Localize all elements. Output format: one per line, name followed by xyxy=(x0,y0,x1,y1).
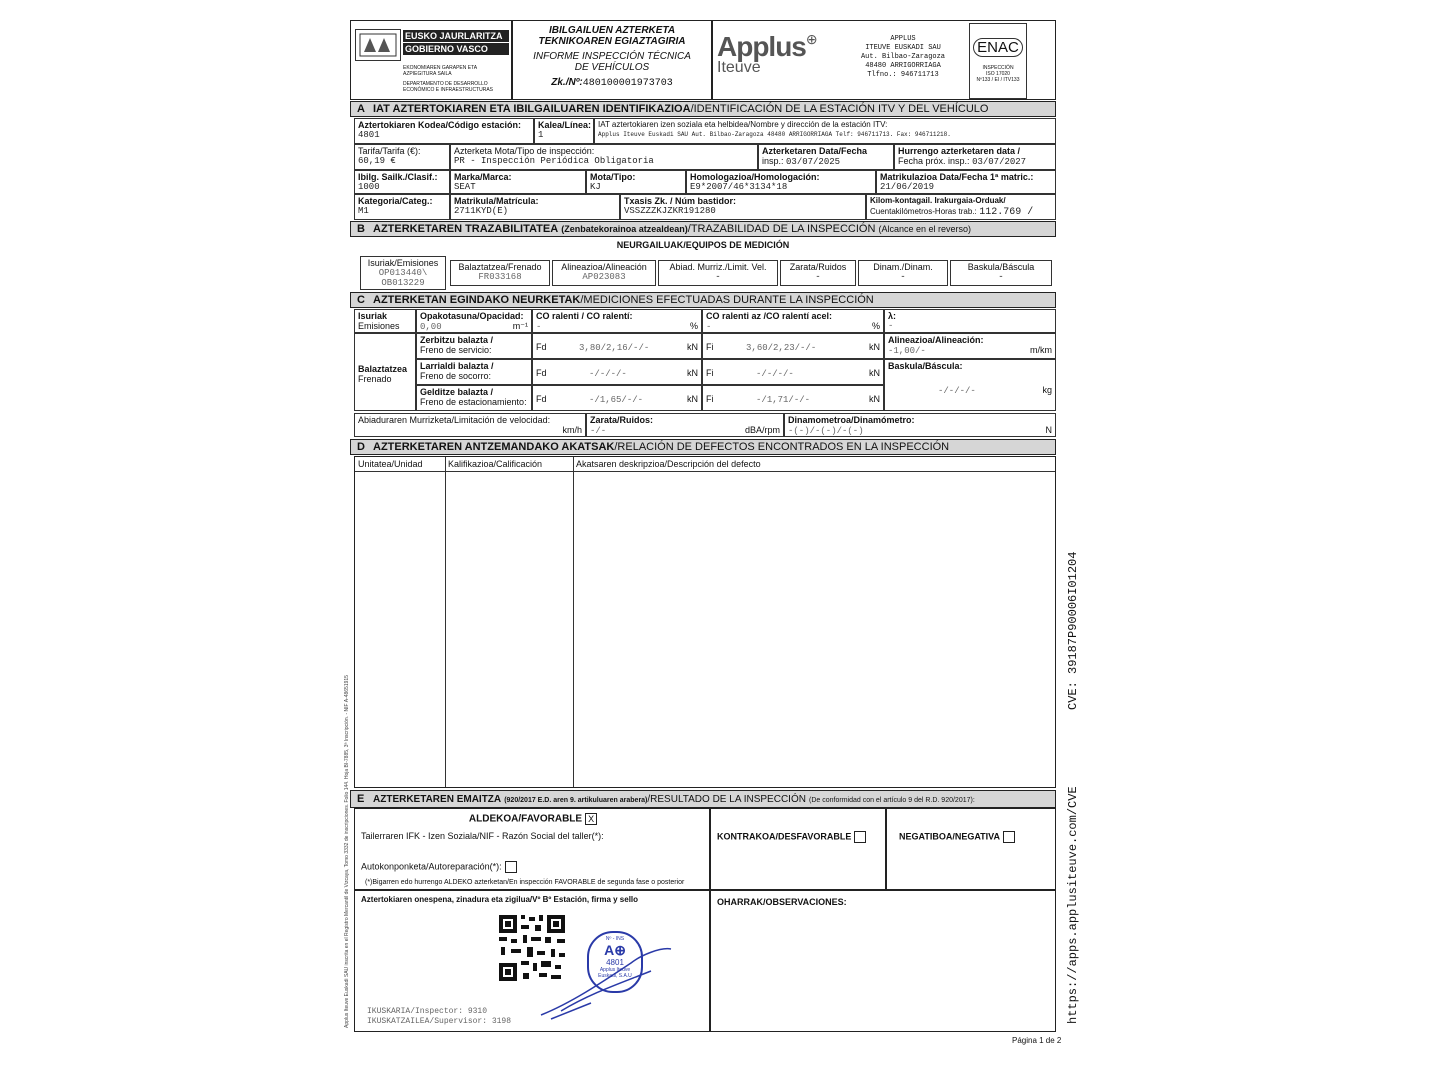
equip-dyn: - xyxy=(900,272,906,282)
result-left-box xyxy=(354,808,710,890)
page-number: Página 1 de 2 xyxy=(1012,1036,1062,1045)
station-code-cell xyxy=(354,118,534,144)
equip-emissions-2: OB013229 xyxy=(381,278,425,288)
emergency-brake-eu: Larrialdi balazta / xyxy=(420,361,494,371)
defects-col-unit-header: Unitatea/Unidad xyxy=(355,457,445,472)
fd-label: Fd xyxy=(536,368,547,378)
section-e-title-eu: AZTERKETAREN EMAITZA xyxy=(373,794,502,805)
kn-unit: kN xyxy=(687,368,698,378)
next-inspection-date: 03/07/2027 xyxy=(972,157,1027,167)
section-b-title-es2: (Alcance en el reverso) xyxy=(878,224,972,234)
odometer-label1: Kilom-kontagail. Irakurgaia-Orduak/ xyxy=(870,196,1006,205)
scale-label: Baskula/Báscula: xyxy=(888,361,963,371)
gov-name-line1: EUSKO JAURLARITZA xyxy=(403,30,509,42)
opacity-unit: m⁻¹ xyxy=(512,321,528,331)
gov-name-line2: GOBIERNO VASCO xyxy=(403,43,509,55)
defects-col-desc xyxy=(573,457,1055,787)
odometer: 112.769 / xyxy=(979,207,1034,218)
parking-brake-fi: -/1,71/-/- xyxy=(756,395,811,405)
equip-scale: - xyxy=(998,272,1004,282)
fd-label: Fd xyxy=(536,342,547,352)
applus-logo xyxy=(717,31,818,77)
opacity: 0,00 xyxy=(420,322,442,332)
emergency-brake-fd: -/-/-/- xyxy=(589,369,627,379)
company-tel: Tlfno.: 946711713 xyxy=(867,71,939,79)
remarks-label: OHARRAK/OBSERVACIONES: xyxy=(717,897,847,907)
emissions-es: Emisiones xyxy=(358,321,400,331)
scale-cell xyxy=(884,359,1056,411)
fi-label: Fi xyxy=(706,342,714,352)
noise: -/- xyxy=(590,426,607,436)
co-high: - xyxy=(706,322,712,332)
favorable-row xyxy=(355,813,711,825)
homologation: E9*2007/46*3134*18 xyxy=(690,182,788,192)
noise-label: Zarata/Ruidos: xyxy=(590,415,654,425)
report-number-row xyxy=(513,77,711,89)
service-brake-fi: 3,60/2,23/-/- xyxy=(746,343,817,353)
stamp-bottom1: Applus Iteuve xyxy=(599,967,631,973)
plate-label: Matrikula/Matrícula: xyxy=(454,196,539,206)
kn-unit: kN xyxy=(869,342,880,352)
equip-emissions-cell xyxy=(360,256,446,290)
legal-text: Applus Iteuve Euskadi SAU inscrita en el Registro Mercantil de Vizcaya, Tomo 3332 de inscripciones. Folio 144. Hoja BI-7885, 3ª Inscripción. - NIF A-48651915 xyxy=(344,675,350,1028)
section-b-header xyxy=(350,221,1056,237)
section-b-title-eu2: (Zenbatekorainoa atzealdean) xyxy=(561,224,688,234)
defects-col-qual xyxy=(445,457,574,787)
basque-government-logo xyxy=(355,29,401,61)
stamp-top: Nº - INS xyxy=(605,936,625,942)
alignment: -1,00/- xyxy=(888,346,926,356)
inspector: IKUSKARIA/Inspector: 9310 xyxy=(367,1007,488,1016)
scale: -/-/-/- xyxy=(938,386,976,396)
homologation-label: Homologazioa/Homologación: xyxy=(690,172,820,182)
equip-speed: - xyxy=(715,272,721,282)
defects-table xyxy=(354,456,1056,788)
equip-speed-cell xyxy=(658,260,778,286)
inspection-report xyxy=(350,20,1056,1030)
equipment-title: NEURGAILUAK/EQUIPOS DE MEDICIÓN xyxy=(616,240,790,250)
emergency-brake-fi: -/-/-/- xyxy=(756,369,794,379)
homologation-cell xyxy=(686,170,876,194)
report-number-label: Zk./Nº: xyxy=(551,77,583,88)
section-e-header xyxy=(350,790,1056,808)
inspection-type-cell xyxy=(450,144,758,170)
alignment-unit: m/km xyxy=(1030,345,1052,355)
equip-dyn-cell xyxy=(858,260,948,286)
selfrepair-checkbox[interactable] xyxy=(505,861,517,873)
vin-label: Txasis Zk. / Núm bastidor: xyxy=(624,196,737,206)
stamp-number: 4801 xyxy=(606,958,624,967)
section-d-header xyxy=(350,439,1056,455)
vin-cell xyxy=(620,194,866,220)
inspection-date-cell xyxy=(758,144,894,170)
approval-label: Aztertokiaren onespena, zinadura eta zigilua/Vº Bº Estación, firma y sello xyxy=(361,895,639,904)
section-d-title-es: /RELACIÓN DE DEFECTOS ENCONTRADOS EN LA INSPECCIÓN xyxy=(614,441,950,453)
company: APPLUS xyxy=(890,35,916,43)
parking-brake-es: Freno de estacionamiento: xyxy=(420,397,527,407)
section-b-title-es: /TRAZABILIDAD DE LA INSPECCIÓN xyxy=(687,223,876,235)
next-inspection-label2: Fecha próx. insp.: xyxy=(898,156,970,166)
section-e-title-es2: (De conformidad con el artículo 9 del R.D. 920/2017): xyxy=(809,797,975,804)
selfrepair-row xyxy=(361,861,517,873)
dyno-unit: N xyxy=(1045,425,1052,435)
section-a-letter: A xyxy=(357,103,365,115)
speed-limit-unit: km/h xyxy=(562,425,582,435)
registration-date-label: Matrikulazioa Data/Fecha 1ª matric.: xyxy=(880,172,1034,182)
alignment-label: Alineazioa/Alineación: xyxy=(888,335,984,345)
applus-brand: Applus xyxy=(717,31,806,62)
co-high-label: CO ralenti az /CO ralentí acel: xyxy=(706,311,833,321)
applus-brand-sub: Iteuve xyxy=(717,59,761,76)
plate: 2711KYD(E) xyxy=(454,206,509,216)
class-cell xyxy=(354,170,450,194)
equip-align-cell xyxy=(552,260,656,286)
plus-icon: ⊕ xyxy=(805,31,818,47)
service-brake-eu: Zerbitzu balazta / xyxy=(420,335,494,345)
station-name-label: IAT aztertokiaren izen soziala eta helbidea/Nombre y dirección de la estación ITV: xyxy=(598,120,888,129)
section-b-letter: B xyxy=(357,223,365,235)
equip-brake-label: Balaztatzea/Frenado xyxy=(458,262,542,272)
section-c-letter: C xyxy=(357,294,365,306)
stamp-bottom2: Euskadi, S.A.U xyxy=(598,973,632,979)
company-addr2: 48480 ARRIGORRIAGA xyxy=(865,62,941,70)
negative-label: NEGATIBOA/NEGATIVA xyxy=(899,831,1000,842)
class: 1000 xyxy=(358,182,380,192)
defects-col-unit xyxy=(355,457,446,787)
inspection-date-label2: insp.: xyxy=(762,156,784,166)
title-eu-1: IBILGAILUEN AZTERKETA xyxy=(548,25,676,36)
service-brake-es: Freno de servicio: xyxy=(420,345,492,355)
kn-unit: kN xyxy=(869,368,880,378)
station-code: 4801 xyxy=(358,130,380,140)
parking-brake-fi-cell xyxy=(702,385,884,411)
unfavorable-box xyxy=(710,808,886,890)
emergency-brake-fi-cell xyxy=(702,359,884,385)
parking-brake-fd: -/1,65/-/- xyxy=(589,395,644,405)
report-number: 480100001973703 xyxy=(582,78,673,89)
co-idle: - xyxy=(536,322,542,332)
make-label: Marka/Marca: xyxy=(454,172,512,182)
fi-label: Fi xyxy=(706,394,714,404)
line-value: 1 xyxy=(538,130,544,140)
brake-row-label xyxy=(354,333,416,411)
co-idle-cell xyxy=(532,309,702,333)
next-inspection-cell xyxy=(894,144,1056,170)
enac-sub1: INSPECCIÓN xyxy=(982,65,1014,71)
favorable-label: ALDEKOA/FAVORABLE xyxy=(468,813,583,825)
section-a-header xyxy=(350,101,1056,117)
equip-scale-cell xyxy=(950,260,1052,286)
brake-es: Frenado xyxy=(358,374,392,384)
equip-speed-label: Abiad. Murriz./Limit. Vel. xyxy=(669,262,767,272)
dyno-label: Dinamometroa/Dinamómetro: xyxy=(788,415,915,425)
service-brake-fi-cell xyxy=(702,333,884,359)
brake-eu: Balaztatzea xyxy=(358,364,408,374)
category: M1 xyxy=(358,206,369,216)
section-c-header xyxy=(350,292,1056,308)
cve-code: CVE: 39187P90006I01204 xyxy=(1066,551,1080,710)
favorable-checkbox[interactable]: X xyxy=(585,813,597,825)
opacity-cell xyxy=(416,309,532,333)
equip-emissions-label: Isuriak/Emisiones xyxy=(367,258,439,268)
section-e-letter: E xyxy=(357,793,365,805)
equip-scale-label: Baskula/Báscula xyxy=(967,262,1035,272)
fd-label: Fd xyxy=(536,394,547,404)
make: SEAT xyxy=(454,182,476,192)
line-cell xyxy=(534,118,594,144)
parking-brake-fd-cell xyxy=(532,385,702,411)
make-cell xyxy=(450,170,586,194)
negative-row xyxy=(899,831,1015,843)
second-phase-note: (*)Bigarren edo hurrengo ALDEKO azterketan/En inspección FAVORABLE de segunda fase o posterior xyxy=(365,879,685,886)
applus-stamp-icon: A⊕ xyxy=(604,942,626,958)
gov-dept-2: DEPARTAMENTO DE DESARROLLO ECONÓMICO E INFRAESTRUCTURAS xyxy=(403,81,494,93)
enac-sub3: Nº133 / EI / ITV133 xyxy=(976,77,1020,83)
section-e-title-es: /RESULTADO DE LA INSPECCIÓN xyxy=(647,794,806,805)
co-high-unit: % xyxy=(871,321,880,331)
unfavorable-checkbox[interactable] xyxy=(854,831,866,843)
equip-brake: FR033168 xyxy=(478,272,522,282)
co-high-cell xyxy=(702,309,884,333)
lambda-cell xyxy=(884,309,1056,333)
inspection-type: PR - Inspección Periódica Obligatoria xyxy=(454,156,654,166)
inspection-type-label: Azterketa Mota/Tipo de inspección: xyxy=(454,146,595,156)
dyno: -(-)/-(-)/-(-) xyxy=(788,426,864,436)
inspection-date: 03/07/2025 xyxy=(786,157,841,167)
emergency-brake-es: Freno de socorro: xyxy=(420,371,492,381)
opacity-label: Opakotasuna/Opacidad: xyxy=(420,311,524,321)
equip-noise-cell xyxy=(780,260,856,286)
station-name: Applus Iteuve Euskadi SAU Aut. Bilbao-Zaragoza 48480 ARRIGORRIAGA Telf: 946711713. Fax: 946711218. xyxy=(598,131,951,138)
kn-unit: kN xyxy=(687,394,698,404)
equip-align-label: Alineazioa/Alineación xyxy=(561,262,647,272)
lambda-label: λ: xyxy=(888,311,897,321)
fee-label: Tarifa/Tarifa (€): xyxy=(358,146,421,156)
station-name-cell xyxy=(594,118,1056,144)
noise-unit: dBA/rpm xyxy=(744,425,780,435)
parking-brake-eu: Gelditze balazta / xyxy=(420,387,494,397)
equip-noise: - xyxy=(815,272,821,282)
signature xyxy=(531,943,681,1023)
scale-unit: kg xyxy=(1042,385,1052,395)
emergency-brake-fd-cell xyxy=(532,359,702,385)
co-idle-label: CO ralenti / CO ralentí: xyxy=(536,311,633,321)
workshop-label: Tailerraren IFK - Izen Soziala/NIF - Razón Social del taller(*): xyxy=(361,831,604,841)
model-cell xyxy=(586,170,686,194)
model: KJ xyxy=(590,182,601,192)
next-inspection-label1: Hurrengo azterketaren data / xyxy=(898,146,1021,156)
header-gov-box xyxy=(350,20,512,100)
service-brake-label-cell xyxy=(416,333,532,359)
category-cell xyxy=(354,194,450,220)
unfavorable-row xyxy=(717,831,866,843)
fi-label: Fi xyxy=(706,368,714,378)
odometer-label2: Cuentakilómetros-Horas trab.: xyxy=(870,207,977,216)
registration-date-cell xyxy=(876,170,1056,194)
speed-limit-label: Abiaduraren Murrizketa/Limitación de velocidad: xyxy=(358,415,551,425)
title-es-2: DE VEHÍCULOS xyxy=(574,62,650,73)
fee-cell xyxy=(354,144,450,170)
service-brake-fd-cell xyxy=(532,333,702,359)
section-a-title-es: /IDENTIFICACIÓN DE LA ESTACIÓN ITV Y DEL VEHÍCULO xyxy=(690,103,989,115)
section-d-letter: D xyxy=(357,441,365,453)
station-code-label: Aztertokiaren Kodea/Código estación: xyxy=(358,120,522,130)
emergency-brake-label-cell xyxy=(416,359,532,385)
equip-brake-cell xyxy=(450,260,550,286)
category-label: Kategoria/Categ.: xyxy=(358,196,433,206)
section-a-title-eu: IAT AZTERTOKIAREN ETA IBILGAILUAREN IDENTIFIKAZIOA xyxy=(373,103,691,115)
enac-logo: ENAC xyxy=(973,38,1023,57)
registration-date: 21/06/2019 xyxy=(880,182,935,192)
speed-limit-cell xyxy=(354,413,586,437)
section-c-title-eu: AZTERKETAN EGINDAKO NEURKETAK xyxy=(373,294,581,306)
section-e-title-eu2: (920/2017 E.D. aren 9. artikuluaren arabera) xyxy=(504,797,648,804)
defects-col-qual-header: Kalifikazioa/Calificación xyxy=(445,457,573,472)
kn-unit: kN xyxy=(687,342,698,352)
equip-dyn-label: Dinam./Dinam. xyxy=(873,262,933,272)
fee: 60,19 € xyxy=(358,156,396,166)
odometer-cell xyxy=(866,194,1056,220)
company-block xyxy=(848,35,958,80)
title-es-1: INFORME INSPECCIÓN TÉCNICA xyxy=(533,51,691,62)
section-c-title-es: /MEDICIONES EFECTUADAS DURANTE LA INSPECCIÓN xyxy=(580,294,874,306)
equip-emissions-1: OP013440\ xyxy=(378,268,428,278)
emissions-eu: Isuriak xyxy=(358,311,388,321)
inspection-date-label1: Azterketaren Data/Fecha xyxy=(762,146,868,156)
enac-badge xyxy=(969,23,1027,99)
alignment-cell xyxy=(884,333,1056,359)
equip-align: AP023083 xyxy=(582,272,626,282)
lambda: - xyxy=(888,321,894,331)
noise-cell xyxy=(586,413,784,437)
header-title-box xyxy=(512,20,712,100)
negative-checkbox[interactable] xyxy=(1003,831,1015,843)
enac-sub2: ISO 17020 xyxy=(986,71,1010,77)
supervisor: IKUSKATZAILEA/Supervisor: 3198 xyxy=(367,1017,512,1026)
section-d-title-eu: AZTERKETAREN ANTZEMANDAKO AKATSAK xyxy=(373,441,615,453)
approval-box xyxy=(354,890,710,1032)
dyno-cell xyxy=(784,413,1056,437)
vin: VSSZZZKJZKR191280 xyxy=(624,206,716,216)
parking-brake-label-cell xyxy=(416,385,532,411)
co-idle-unit: % xyxy=(689,321,698,331)
header-brand-box xyxy=(712,20,1056,100)
title-eu-2: TEKNIKOAREN EGIAZTAGIRIA xyxy=(538,36,686,47)
class-label: Ibilg. Sailk./Clasif.: xyxy=(358,172,438,182)
equip-noise-label: Zarata/Ruidos xyxy=(789,262,847,272)
service-brake-fd: 3,80/2,16/-/- xyxy=(579,343,650,353)
remarks-box xyxy=(710,890,1056,1032)
model-label: Mota/Tipo: xyxy=(590,172,636,182)
company-addr1: Aut. Bilbao-Zaragoza xyxy=(860,53,945,61)
emissions-row-label xyxy=(354,309,416,333)
plate-cell xyxy=(450,194,620,220)
defects-col-desc-header: Akatsaren deskripzioa/Descripción del defecto xyxy=(573,457,1055,472)
section-b-title-eu: AZTERKETAREN TRAZABILITATEA xyxy=(373,223,559,235)
gov-dept-1: EKONOMIAREN GARAPEN ETA AZPIEGITURA SAILA xyxy=(403,65,477,77)
unfavorable-label: KONTRAKOA/DESFAVORABLE xyxy=(717,831,852,842)
selfrepair-label: Autokonponketa/Autoreparación(*): xyxy=(361,861,502,872)
negative-box xyxy=(886,808,1056,890)
company-name: ITEUVE EUSKADI SAU xyxy=(865,44,941,52)
cve-url: https://apps.applusiteuve.com/CVE xyxy=(1066,786,1080,1024)
line-label: Kalea/Línea: xyxy=(538,120,592,130)
kn-unit: kN xyxy=(869,394,880,404)
